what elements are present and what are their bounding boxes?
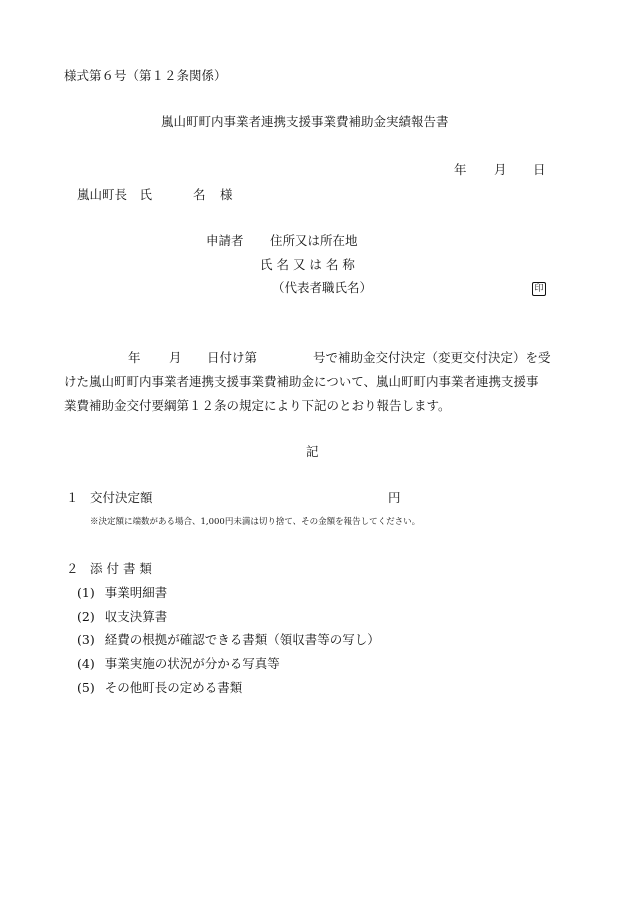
seal-mark: 印 xyxy=(532,282,546,296)
date-year: 年 xyxy=(454,162,467,177)
attachment-text: 収支決算書 xyxy=(104,609,168,624)
applicant-label: 申請者 xyxy=(206,233,244,248)
seal-icon xyxy=(532,281,546,296)
applicant-name-label: 氏 名 又 は 名 称 xyxy=(260,257,355,272)
attachment-num: (3) xyxy=(77,632,95,647)
body-line3: 業費補助金交付要綱第１２条の規定により下記のとおり報告します。 xyxy=(64,398,451,413)
date-month: 月 xyxy=(494,162,507,177)
document-title: 嵐山町町内事業者連携支援事業費補助金実績報告書 xyxy=(161,114,449,129)
attachment-text: その他町長の定める書類 xyxy=(104,680,243,695)
attachment-text: 事業実施の状況が分かる写真等 xyxy=(104,656,280,671)
section1-unit: 円 xyxy=(388,490,401,505)
attachment-num: (1) xyxy=(77,585,95,600)
body-year: 年 xyxy=(128,350,141,365)
attachment-num: (4) xyxy=(77,656,95,671)
body-month: 月 xyxy=(169,350,182,365)
section1-label: 交付決定額 xyxy=(90,490,153,505)
addressee-name: 嵐山町長 氏 xyxy=(77,187,153,202)
attachment-item xyxy=(77,634,380,647)
attachment-item xyxy=(77,682,242,695)
body-line2: けた嵐山町町内事業者連携支援事業費補助金について、嵐山町町内事業者連携支援事 xyxy=(64,374,539,389)
body-date-suffix: 日付け第 xyxy=(207,350,258,365)
attachment-item xyxy=(77,611,167,624)
section2-label: 添 付 書 類 xyxy=(90,561,152,576)
attachment-text: 事業明細書 xyxy=(104,585,168,600)
attachment-text: 経費の根拠が確認できる書類（領収書等の写し） xyxy=(104,632,380,647)
attachment-num: (2) xyxy=(77,609,95,624)
attachment-item xyxy=(77,658,280,671)
applicant-address-label: 住所又は所在地 xyxy=(270,233,358,248)
section1-number: １ xyxy=(66,490,79,505)
addressee-honorific: 様 xyxy=(220,187,233,202)
section2-number: ２ xyxy=(66,561,79,576)
ki-heading: 記 xyxy=(306,444,319,459)
attachment-item xyxy=(77,587,167,600)
form-number: 様式第６号（第１２条関係） xyxy=(64,68,227,83)
applicant-representative-label: （代表者職氏名） xyxy=(272,280,373,295)
addressee-name-2: 名 xyxy=(193,187,206,202)
attachment-num: (5) xyxy=(77,680,95,695)
date-day: 日 xyxy=(533,162,546,177)
section1-note: ※決定額に端数がある場合、1,000円未満は切り捨て、その金額を報告してください。 xyxy=(90,517,421,527)
body-line1-rest: 号で補助金交付決定（変更交付決定）を受 xyxy=(313,350,551,365)
